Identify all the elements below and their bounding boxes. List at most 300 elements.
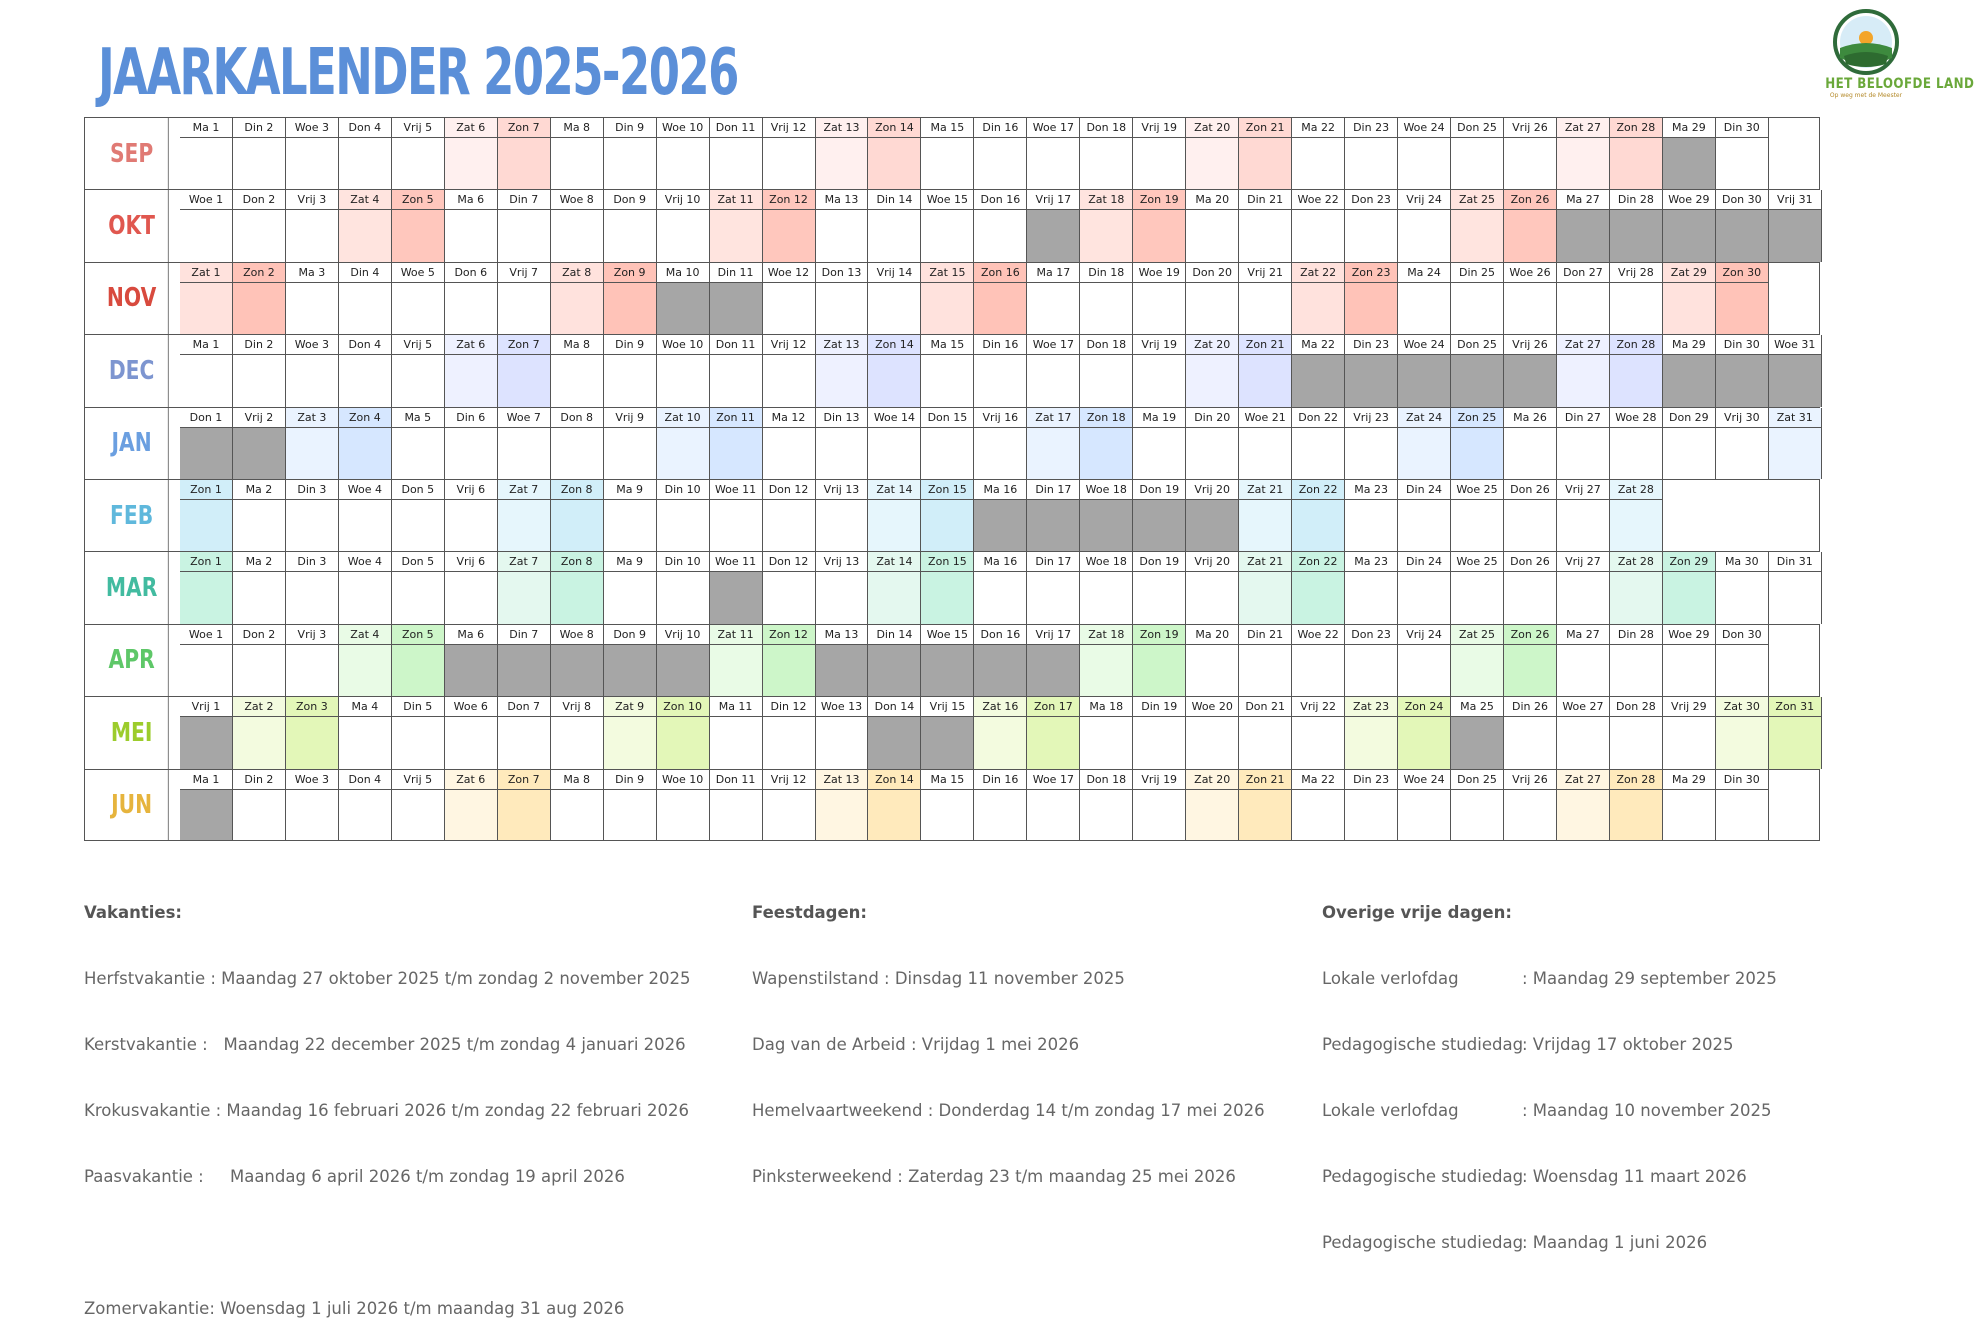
day-body xyxy=(1080,355,1132,406)
day-off-cell xyxy=(1133,500,1185,551)
day-label: Ma 20 xyxy=(1186,625,1238,645)
day-cell xyxy=(1398,408,1451,479)
day-cell xyxy=(445,625,498,696)
day-body xyxy=(1080,210,1132,261)
overige-label: Lokale verlofdag xyxy=(1322,969,1459,988)
day-label: Don 28 xyxy=(1610,697,1662,717)
day-label: Don 9 xyxy=(604,625,656,645)
day-label: Don 4 xyxy=(339,118,391,138)
day-cell xyxy=(816,263,869,334)
day-cell xyxy=(1663,335,1716,406)
day-label: Zat 4 xyxy=(339,190,391,210)
day-cell xyxy=(1451,408,1504,479)
day-cell xyxy=(339,263,392,334)
day-cell xyxy=(392,263,445,334)
day-label: Vrij 24 xyxy=(1398,190,1450,210)
day-label: Ma 8 xyxy=(551,770,603,790)
day-body xyxy=(1027,428,1079,479)
day-off-cell xyxy=(710,283,762,334)
day-body xyxy=(1239,355,1291,406)
day-body xyxy=(1345,790,1397,840)
day-cell xyxy=(1716,552,1769,623)
day-cell xyxy=(233,190,286,261)
day-label: Don 4 xyxy=(339,770,391,790)
day-body xyxy=(392,645,444,696)
day-cell xyxy=(1133,552,1186,623)
day-cell xyxy=(604,625,657,696)
day-cell xyxy=(286,408,339,479)
day-label: Woe 1 xyxy=(180,625,232,645)
day-cell xyxy=(710,263,763,334)
day-body xyxy=(339,645,391,696)
day-off-cell xyxy=(1663,138,1715,189)
day-label: Zon 14 xyxy=(868,118,920,138)
day-cell xyxy=(445,263,498,334)
day-cell xyxy=(763,335,816,406)
day-label: Don 20 xyxy=(1186,263,1238,283)
day-cell xyxy=(921,190,974,261)
day-body xyxy=(1027,355,1079,406)
day-cell xyxy=(1557,263,1610,334)
day-cell xyxy=(1239,625,1292,696)
day-cell xyxy=(498,335,551,406)
day-label: Ma 8 xyxy=(551,118,603,138)
day-cell xyxy=(339,625,392,696)
day-label: Zat 25 xyxy=(1451,625,1503,645)
day-label: Zon 14 xyxy=(868,335,920,355)
day-label: Vrij 23 xyxy=(1345,408,1397,428)
month-label: OKT xyxy=(95,190,168,261)
month-row-jan xyxy=(84,407,1820,479)
day-body xyxy=(1663,428,1715,479)
day-cell xyxy=(657,552,710,623)
day-cell xyxy=(551,335,604,406)
day-body xyxy=(657,500,709,551)
day-cell xyxy=(604,480,657,551)
day-label: Zon 23 xyxy=(1345,263,1397,283)
vakantie-item: Herfstvakantie : Maandag 27 oktober 2025 t/m zondag 2 november 2025 xyxy=(84,969,691,988)
day-body xyxy=(392,283,444,334)
day-body xyxy=(1504,428,1556,479)
day-cell xyxy=(1027,263,1080,334)
day-label: Zon 22 xyxy=(1292,552,1344,572)
day-cell xyxy=(921,335,974,406)
day-label: Woe 20 xyxy=(1186,697,1238,717)
day-label: Vrij 26 xyxy=(1504,118,1556,138)
day-body xyxy=(1292,283,1344,334)
day-label: Ma 15 xyxy=(921,770,973,790)
overige-label: Pedagogische studiedag xyxy=(1322,1233,1524,1252)
day-body xyxy=(551,572,603,623)
day-off-cell xyxy=(974,645,1026,696)
vakantie-item: Krokusvakantie : Maandag 16 februari 2026 t/m zondag 22 februari 2026 xyxy=(84,1101,689,1120)
day-off-cell xyxy=(1027,500,1079,551)
day-label: Woe 4 xyxy=(339,480,391,500)
day-body xyxy=(657,717,709,768)
day-body xyxy=(498,717,550,768)
day-body xyxy=(286,717,338,768)
day-cell xyxy=(1769,552,1822,623)
day-body xyxy=(1504,717,1556,768)
day-label: Zat 20 xyxy=(1186,118,1238,138)
day-cell xyxy=(1239,263,1292,334)
day-cell xyxy=(1451,625,1504,696)
day-cell xyxy=(551,408,604,479)
day-cell xyxy=(1027,190,1080,261)
day-cell xyxy=(657,697,710,768)
day-label: Din 26 xyxy=(1504,697,1556,717)
day-cell xyxy=(1239,552,1292,623)
day-label: Woe 12 xyxy=(763,263,815,283)
day-label: Woe 17 xyxy=(1027,770,1079,790)
day-cell xyxy=(1398,263,1451,334)
day-body xyxy=(1345,428,1397,479)
day-label: Zat 6 xyxy=(445,335,497,355)
day-label: Zat 3 xyxy=(286,408,338,428)
day-cell xyxy=(1133,263,1186,334)
feestdag-item: Wapenstilstand : Dinsdag 11 november 2025 xyxy=(752,969,1125,988)
day-body xyxy=(180,572,232,623)
day-cell xyxy=(1345,770,1398,840)
day-label: Vrij 17 xyxy=(1027,190,1079,210)
day-cell xyxy=(1557,625,1610,696)
day-body xyxy=(1345,283,1397,334)
day-label: Zat 7 xyxy=(498,552,550,572)
day-label: Don 26 xyxy=(1504,552,1556,572)
day-label: Don 23 xyxy=(1345,190,1397,210)
day-off-cell xyxy=(921,717,973,768)
day-label: Zon 1 xyxy=(180,552,232,572)
day-cell xyxy=(1345,697,1398,768)
day-label: Din 2 xyxy=(233,118,285,138)
overige-item xyxy=(1322,1034,1777,1056)
day-off-cell xyxy=(921,645,973,696)
day-label: Woe 24 xyxy=(1398,770,1450,790)
day-body xyxy=(286,355,338,406)
day-cell xyxy=(604,118,657,189)
day-body xyxy=(921,790,973,840)
day-body xyxy=(974,428,1026,479)
day-body xyxy=(392,572,444,623)
day-cell xyxy=(1610,190,1663,261)
day-body xyxy=(445,210,497,261)
day-cell xyxy=(710,190,763,261)
day-cell xyxy=(1504,480,1557,551)
day-cell xyxy=(1345,625,1398,696)
day-cell xyxy=(551,263,604,334)
day-cell xyxy=(233,625,286,696)
day-body xyxy=(392,500,444,551)
day-cell xyxy=(974,335,1027,406)
day-label: Zat 7 xyxy=(498,480,550,500)
month-label: SEP xyxy=(95,118,168,189)
day-off-cell xyxy=(1345,355,1397,406)
day-off-cell xyxy=(1716,210,1768,261)
day-cell xyxy=(498,190,551,261)
day-label: Vrij 3 xyxy=(286,190,338,210)
day-label: Don 29 xyxy=(1663,408,1715,428)
day-body xyxy=(445,138,497,189)
day-label: Vrij 13 xyxy=(816,480,868,500)
day-label: Zat 20 xyxy=(1186,335,1238,355)
day-cell xyxy=(445,697,498,768)
day-label: Don 19 xyxy=(1133,552,1185,572)
day-label: Don 22 xyxy=(1292,408,1344,428)
day-body xyxy=(1769,428,1821,479)
day-cell xyxy=(1133,697,1186,768)
day-cell xyxy=(286,190,339,261)
month-label: FEB xyxy=(95,480,168,551)
vakantie-item: Paasvakantie : Maandag 6 april 2026 t/m zondag 19 april 2026 xyxy=(84,1167,625,1186)
overige-value: : Maandag 1 juni 2026 xyxy=(1522,1233,1708,1252)
day-cell xyxy=(1769,335,1822,406)
day-label: Ma 8 xyxy=(551,335,603,355)
day-off-cell xyxy=(551,645,603,696)
day-label: Vrij 5 xyxy=(392,335,444,355)
day-cell xyxy=(233,480,286,551)
day-body xyxy=(1186,283,1238,334)
day-body xyxy=(286,428,338,479)
day-cell xyxy=(551,480,604,551)
day-label: Woe 11 xyxy=(710,552,762,572)
day-label: Don 18 xyxy=(1080,335,1132,355)
day-cell xyxy=(1186,697,1239,768)
day-label: Vrij 19 xyxy=(1133,335,1185,355)
day-body xyxy=(921,210,973,261)
month-row-nov xyxy=(84,262,1820,334)
day-body xyxy=(1451,572,1503,623)
day-body xyxy=(1398,717,1450,768)
day-cell xyxy=(180,263,233,334)
day-body xyxy=(1557,572,1609,623)
day-label: Zat 28 xyxy=(1610,552,1662,572)
day-body xyxy=(1133,717,1185,768)
day-cell xyxy=(868,697,921,768)
day-body xyxy=(1080,717,1132,768)
day-body xyxy=(1133,210,1185,261)
day-label: Zat 11 xyxy=(710,625,762,645)
day-label: Vrij 29 xyxy=(1663,697,1715,717)
month-label: MAR xyxy=(95,552,168,623)
day-label: Zat 10 xyxy=(657,408,709,428)
day-label: Don 5 xyxy=(392,480,444,500)
day-label: Din 20 xyxy=(1186,408,1238,428)
day-label: Din 17 xyxy=(1027,480,1079,500)
day-label: Vrij 5 xyxy=(392,770,444,790)
day-body xyxy=(1133,790,1185,840)
day-cell xyxy=(1239,408,1292,479)
day-label: Ma 22 xyxy=(1292,335,1344,355)
day-label: Woe 10 xyxy=(657,335,709,355)
day-off-cell xyxy=(1027,645,1079,696)
day-label: Woe 7 xyxy=(498,408,550,428)
day-cell xyxy=(1239,118,1292,189)
day-body xyxy=(1610,645,1662,696)
day-label: Zon 15 xyxy=(921,552,973,572)
day-off-cell xyxy=(180,717,232,768)
day-off-cell xyxy=(974,500,1026,551)
day-body xyxy=(180,500,232,551)
day-off-cell xyxy=(1716,355,1768,406)
day-body xyxy=(816,283,868,334)
day-body xyxy=(180,210,232,261)
month-row-dec xyxy=(84,334,1820,406)
day-body xyxy=(339,790,391,840)
day-cell xyxy=(1292,118,1345,189)
day-cell xyxy=(1133,190,1186,261)
day-body xyxy=(657,138,709,189)
day-cell xyxy=(1345,118,1398,189)
day-cell xyxy=(1663,118,1716,189)
day-label: Zon 16 xyxy=(974,263,1026,283)
day-label: Ma 25 xyxy=(1451,697,1503,717)
day-cell xyxy=(180,697,233,768)
day-label: Ma 27 xyxy=(1557,625,1609,645)
day-cell xyxy=(1345,552,1398,623)
day-body xyxy=(1027,138,1079,189)
day-label: Woe 18 xyxy=(1080,480,1132,500)
day-cell xyxy=(1027,770,1080,840)
day-body xyxy=(604,428,656,479)
day-cell xyxy=(392,118,445,189)
day-cell xyxy=(604,552,657,623)
logo-text: HET BELOOFDE LAND xyxy=(1825,76,1974,92)
day-label: Ma 11 xyxy=(710,697,762,717)
day-cell xyxy=(763,118,816,189)
day-cell xyxy=(1504,552,1557,623)
day-label: Zat 14 xyxy=(868,480,920,500)
day-label: Ma 13 xyxy=(816,190,868,210)
vakantie-item: Kerstvakantie : Maandag 22 december 2025 t/m zondag 4 januari 2026 xyxy=(84,1035,686,1054)
day-cell xyxy=(498,480,551,551)
day-body xyxy=(551,428,603,479)
day-body xyxy=(498,500,550,551)
day-body xyxy=(1239,500,1291,551)
day-body xyxy=(1398,428,1450,479)
day-cell xyxy=(763,480,816,551)
day-label: Woe 25 xyxy=(1451,480,1503,500)
day-cell xyxy=(921,770,974,840)
day-label: Zon 29 xyxy=(1663,552,1715,572)
day-label: Vrij 27 xyxy=(1557,480,1609,500)
day-cell xyxy=(1504,335,1557,406)
day-body xyxy=(1027,572,1079,623)
day-body xyxy=(921,355,973,406)
day-cell xyxy=(868,552,921,623)
day-body xyxy=(974,717,1026,768)
day-cell xyxy=(1345,408,1398,479)
day-body xyxy=(1610,500,1662,551)
day-label: Woe 15 xyxy=(921,190,973,210)
day-body xyxy=(339,355,391,406)
day-body xyxy=(816,572,868,623)
day-body xyxy=(1557,790,1609,840)
day-label: Don 9 xyxy=(604,190,656,210)
day-label: Ma 9 xyxy=(604,480,656,500)
day-cell xyxy=(1716,697,1769,768)
day-cell xyxy=(1610,770,1663,840)
feestdag-item: Pinksterweekend : Zaterdag 23 t/m maandag 25 mei 2026 xyxy=(752,1167,1236,1186)
day-cell xyxy=(763,552,816,623)
day-off-cell xyxy=(604,645,656,696)
overige-item xyxy=(1322,1232,1777,1254)
day-label: Din 16 xyxy=(974,770,1026,790)
day-cell xyxy=(868,408,921,479)
day-off-cell xyxy=(180,790,232,840)
day-cell xyxy=(974,480,1027,551)
day-label: Vrij 12 xyxy=(763,335,815,355)
day-cell xyxy=(1027,625,1080,696)
day-body xyxy=(180,355,232,406)
day-body xyxy=(233,210,285,261)
day-body xyxy=(286,138,338,189)
day-body xyxy=(551,355,603,406)
day-cell xyxy=(1504,625,1557,696)
day-body xyxy=(180,283,232,334)
day-body xyxy=(974,790,1026,840)
day-cell xyxy=(1504,118,1557,189)
day-cell xyxy=(710,770,763,840)
day-body xyxy=(1398,645,1450,696)
day-label: Zon 1 xyxy=(180,480,232,500)
day-cell xyxy=(1027,408,1080,479)
day-label: Din 2 xyxy=(233,335,285,355)
day-body xyxy=(1239,572,1291,623)
day-cell xyxy=(1451,552,1504,623)
day-body xyxy=(1398,500,1450,551)
day-cell xyxy=(1557,552,1610,623)
day-cell xyxy=(445,190,498,261)
day-body xyxy=(1345,645,1397,696)
day-body xyxy=(816,138,868,189)
day-cell xyxy=(657,770,710,840)
day-label: Din 6 xyxy=(445,408,497,428)
day-body xyxy=(1610,283,1662,334)
day-cell xyxy=(1239,697,1292,768)
logo-subtitle: Op weg met de Meester xyxy=(1829,92,1903,99)
day-body xyxy=(233,355,285,406)
day-label: Din 3 xyxy=(286,480,338,500)
day-cell xyxy=(1186,770,1239,840)
day-label: Vrij 24 xyxy=(1398,625,1450,645)
day-label: Vrij 28 xyxy=(1610,263,1662,283)
day-label: Vrij 8 xyxy=(551,697,603,717)
day-cell xyxy=(286,335,339,406)
day-cell xyxy=(339,118,392,189)
day-label: Zat 11 xyxy=(710,190,762,210)
day-label: Zon 9 xyxy=(604,263,656,283)
day-cell xyxy=(339,335,392,406)
month-label: JAN xyxy=(95,408,168,479)
day-cell xyxy=(1080,625,1133,696)
day-body xyxy=(551,790,603,840)
day-body xyxy=(816,210,868,261)
day-label: Don 14 xyxy=(868,697,920,717)
day-label: Ma 29 xyxy=(1663,770,1715,790)
day-body xyxy=(1716,645,1768,696)
day-label: Vrij 6 xyxy=(445,552,497,572)
day-body xyxy=(286,210,338,261)
day-label: Din 27 xyxy=(1557,408,1609,428)
day-label: Woe 5 xyxy=(392,263,444,283)
day-body xyxy=(339,572,391,623)
day-label: Woe 3 xyxy=(286,335,338,355)
day-label: Don 15 xyxy=(921,408,973,428)
day-off-cell xyxy=(1292,355,1344,406)
day-label: Din 21 xyxy=(1239,190,1291,210)
day-label: Din 25 xyxy=(1451,263,1503,283)
day-body xyxy=(921,572,973,623)
